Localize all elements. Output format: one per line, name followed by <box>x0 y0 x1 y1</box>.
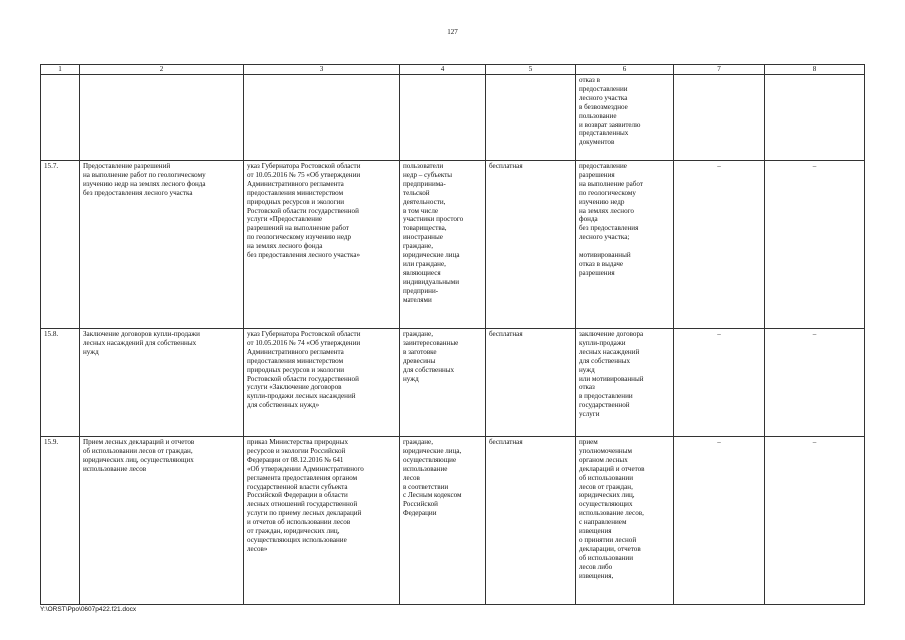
col8-value: – <box>765 161 865 329</box>
column-header: 1 <box>41 65 80 75</box>
legal-act: указ Губернатора Ростовской области от 10.05.2016 № 75 «Об утверждении Административного регламента предоставления министерством природных ресурсов и экологии Ростовской области государственной услуги «Предоставление разрешений на выполнение работ по геологическому изучению недр на землях лесного фонда без предоставления лесного участка» <box>244 161 400 329</box>
result-cell: предоставление разрешения на выполнение работ по геологическому изучению недр на землях лесного фонда без предоставления лесного участка; мотивированный отказ в выдаче разрешения <box>576 161 674 329</box>
applicants: пользователи недр – субъекты предпринима- тельской деятельности, в том числе участники простого товарищества, иностранные граждане, юридические лица или граждане, являющиеся индивидуальными предприни- мателями <box>400 161 486 329</box>
table-row <box>41 437 865 605</box>
service-name: Прием лесных деклараций и отчетов об использовании лесов от граждан, юридических лиц, осуществляющих использование лесов <box>80 437 244 605</box>
result-cell: отказ в предоставлении лесного участка в безвозмездное пользование и возврат заявителю представленных документов <box>576 75 674 161</box>
column-number-row <box>41 65 865 75</box>
fee: бесплатная <box>486 161 576 329</box>
column-header: 8 <box>765 65 865 75</box>
column-header: 7 <box>674 65 765 75</box>
col8-value: – <box>765 329 865 437</box>
result-cell: заключение договора купли-продажи лесных насаждений для собственных нужд или мотивированный отказ в предоставлении государственной услуги <box>576 329 674 437</box>
result-cell: прием уполномоченным органом лесных деклараций и отчетов об использовании лесов от граждан, юридических лиц, осуществляющих использование лесов, с направлением извещения о принятии лесной декларации, отчетов об использовании лесов либо извещения, <box>576 437 674 605</box>
table-row <box>41 161 865 329</box>
column-header: 2 <box>80 65 244 75</box>
col8-value: – <box>765 437 865 605</box>
column-header: 6 <box>576 65 674 75</box>
row-number: 15.7. <box>41 161 80 329</box>
legal-act: приказ Министерства природных ресурсов и экологии Российской Федерации от 08.12.2016 № 641 «Об утверждении Административного регламента предоставления органом государственной власти субъекта Российской Федерации в области лесных отношений государственной услуги по приему лесных деклараций и отчетов об использовании лесов от граждан, юридических лиц, осуществляющих использование лесов» <box>244 437 400 605</box>
row-number: 15.8. <box>41 329 80 437</box>
legal-act: указ Губернатора Ростовской области от 10.05.2016 № 74 «Об утверждении Административного регламента предоставления министерством природных ресурсов и экологии Ростовской области государственной услуги «Заключение договоров купли-продажи лесных насаждений для собственных нужд» <box>244 329 400 437</box>
column-header: 4 <box>400 65 486 75</box>
col7-value: – <box>674 437 765 605</box>
column-header: 3 <box>244 65 400 75</box>
services-table <box>40 64 865 605</box>
applicants: граждане, заинтересованные в заготовке древесины для собственных нужд <box>400 329 486 437</box>
document-path-footer: Y:\ORST\Ppo\0607p422.f21.docx <box>40 606 137 613</box>
fee: бесплатная <box>486 437 576 605</box>
page-number: 127 <box>447 28 458 36</box>
service-name: Заключение договоров купли-продажи лесных насаждений для собственных нужд <box>80 329 244 437</box>
table-row <box>41 329 865 437</box>
row-number: 15.9. <box>41 437 80 605</box>
applicants: граждане, юридические лица, осуществляющие использование лесов в соответствии с Лесным кодексом Российской Федерации <box>400 437 486 605</box>
service-name: Предоставление разрешений на выполнение работ по геологическому изучению недр на землях лесного фонда без предоставления лесного участка <box>80 161 244 329</box>
fee: бесплатная <box>486 329 576 437</box>
column-header: 5 <box>486 65 576 75</box>
continuation-row <box>41 75 865 161</box>
col7-value: – <box>674 329 765 437</box>
col7-value: – <box>674 161 765 329</box>
